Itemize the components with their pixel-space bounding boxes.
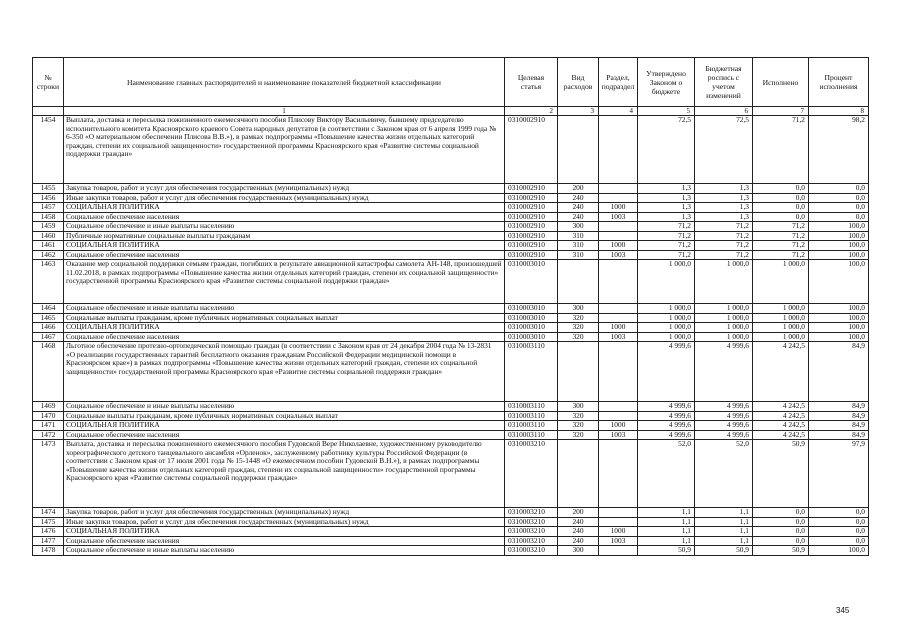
table-row (33, 193, 869, 203)
row-budget-list: 1 000,0 (695, 260, 753, 304)
table-row (33, 421, 869, 431)
table-row (33, 332, 869, 342)
row-executed: 0,0 (753, 184, 809, 194)
row-expense-type: 240 (558, 212, 599, 222)
row-name: Социальное обеспечение и иные выплаты населению (64, 402, 505, 412)
row-expense-type (558, 260, 599, 304)
row-percent: 0,0 (809, 527, 869, 537)
row-section (599, 231, 638, 241)
table-row (33, 231, 869, 241)
row-number: 1459 (33, 222, 64, 232)
row-budget-list: 1 000,0 (695, 313, 753, 323)
table-row (33, 323, 869, 333)
row-number: 1463 (33, 260, 64, 304)
row-percent: 84,9 (809, 411, 869, 421)
row-number: 1466 (33, 323, 64, 333)
row-name: Иные закупки товаров, работ и услуг для обеспечения государственных (муниципальных) нужд (64, 193, 505, 203)
row-percent: 0,0 (809, 212, 869, 222)
row-expense-type: 310 (558, 231, 599, 241)
column-number: 7 (753, 107, 809, 116)
row-number: 1470 (33, 411, 64, 421)
row-expense-type: 300 (558, 304, 599, 314)
row-budget-list: 1 000,0 (695, 332, 753, 342)
row-number: 1465 (33, 313, 64, 323)
row-executed: 0,0 (753, 508, 809, 518)
table-row (33, 116, 869, 184)
row-percent: 100,0 (809, 546, 869, 556)
row-number: 1457 (33, 203, 64, 213)
row-section: 1003 (599, 250, 638, 260)
row-section: 1000 (599, 323, 638, 333)
row-budget-list: 71,2 (695, 222, 753, 232)
row-number: 1478 (33, 546, 64, 556)
row-name: Льготное обеспечение протезно-ортопедической помощью граждан (в соответствии с Законом края от 24 декабря 2004 года № 13-2831 «О реализации государственных гарантий бесплатного оказания гражданам Российской Федерации медицинской помощи в Красноярском крае») в рамках подпрограммы «Повышение качества жизни отдельных категорий граждан, степени их социальной защищенности» государственной программы Красноярского края «Развитие системы социальной поддержки граждан» (64, 342, 505, 402)
table-row (33, 440, 869, 508)
row-percent: 0,0 (809, 193, 869, 203)
row-section (599, 184, 638, 194)
row-budget-list: 1,3 (695, 203, 753, 213)
row-executed: 0,0 (753, 203, 809, 213)
row-approved: 50,9 (638, 546, 695, 556)
budget-report-page (32, 57, 868, 556)
row-approved: 4 999,6 (638, 430, 695, 440)
row-section: 1003 (599, 430, 638, 440)
row-section: 1003 (599, 332, 638, 342)
row-number: 1458 (33, 212, 64, 222)
row-number: 1477 (33, 536, 64, 546)
header-target-article: Целевая статья (505, 58, 558, 107)
row-name: СОЦИАЛЬНАЯ ПОЛИТИКА (64, 241, 505, 251)
row-executed: 0,0 (753, 536, 809, 546)
row-number: 1454 (33, 116, 64, 184)
column-number (33, 107, 64, 116)
row-approved: 71,2 (638, 231, 695, 241)
row-approved: 1,3 (638, 184, 695, 194)
row-target-article: 0310003110 (505, 402, 558, 412)
header-budget-list: Бюджетная роспись с учетом изменений (695, 58, 753, 107)
table-row (33, 304, 869, 314)
row-budget-list: 1 000,0 (695, 323, 753, 333)
row-executed: 71,2 (753, 250, 809, 260)
row-approved: 1,1 (638, 527, 695, 537)
row-target-article: 0310002910 (505, 203, 558, 213)
row-name: Социальное обеспечение населения (64, 536, 505, 546)
row-expense-type: 320 (558, 332, 599, 342)
row-target-article: 0310003210 (505, 517, 558, 527)
row-executed: 0,0 (753, 527, 809, 537)
row-name: Социальное обеспечение и иные выплаты населению (64, 304, 505, 314)
row-budget-list: 50,9 (695, 546, 753, 556)
row-percent: 0,0 (809, 184, 869, 194)
row-budget-list: 1,3 (695, 184, 753, 194)
table-row (33, 411, 869, 421)
row-expense-type: 240 (558, 203, 599, 213)
row-expense-type: 320 (558, 421, 599, 431)
row-approved: 71,2 (638, 250, 695, 260)
row-name: Иные закупки товаров, работ и услуг для обеспечения государственных (муниципальных) нужд (64, 517, 505, 527)
row-section (599, 402, 638, 412)
row-approved: 52,0 (638, 440, 695, 508)
row-expense-type (558, 116, 599, 184)
row-percent: 84,9 (809, 342, 869, 402)
row-name: Оказание мер социальной поддержки семьям граждан, погибших в результате авиационной катастрофы самолета АН-148, произошедшей 11.02.2018, в рамках подпрограммы «Повышение качества жизни отдельных категорий граждан, степени их социальной защищенности» государственной программы Красноярского края «Развитие системы социальной поддержки граждан» (64, 260, 505, 304)
row-number: 1473 (33, 440, 64, 508)
row-section: 1000 (599, 421, 638, 431)
row-percent: 100,0 (809, 332, 869, 342)
row-expense-type: 240 (558, 193, 599, 203)
row-executed: 4 242,5 (753, 342, 809, 402)
row-name: Выплата, доставка и пересылка пожизненного ежемесячного пособия Гудовской Вере Николаевне, художественному руководителю хореографического детского танцевального ансамбля «Орленок», заслуженному работнику культуры Российской Федерации (в соответствии с Законом края от 17 июля 2001 года № 15-1448 «О ежемесячном пособии Гудовской В.Н.»), в рамках подпрограммы «Повышение качества жизни отдельных категорий граждан, степени их социальной защищенности» государственной программы Красноярского края «Развитие системы социальной поддержки граждан» (64, 440, 505, 508)
row-target-article: 0310003210 (505, 508, 558, 518)
column-number: 5 (638, 107, 695, 116)
row-percent: 100,0 (809, 260, 869, 304)
row-executed: 1 000,0 (753, 332, 809, 342)
table-row (33, 184, 869, 194)
column-number: 3 (558, 107, 599, 116)
column-number-row (33, 107, 869, 116)
row-approved: 4 999,6 (638, 411, 695, 421)
row-number: 1472 (33, 430, 64, 440)
row-section (599, 508, 638, 518)
row-number: 1456 (33, 193, 64, 203)
row-section (599, 517, 638, 527)
row-approved: 4 999,6 (638, 421, 695, 431)
row-executed: 4 242,5 (753, 402, 809, 412)
table-row (33, 517, 869, 527)
row-expense-type: 320 (558, 313, 599, 323)
row-expense-type (558, 440, 599, 508)
row-percent: 0,0 (809, 508, 869, 518)
row-number: 1468 (33, 342, 64, 402)
row-percent: 84,9 (809, 421, 869, 431)
row-percent: 100,0 (809, 250, 869, 260)
row-executed: 1 000,0 (753, 304, 809, 314)
row-percent: 84,9 (809, 402, 869, 412)
row-approved: 1 000,0 (638, 332, 695, 342)
row-executed: 1 000,0 (753, 323, 809, 333)
row-target-article: 0310003110 (505, 411, 558, 421)
row-executed: 71,2 (753, 231, 809, 241)
row-name: СОЦИАЛЬНАЯ ПОЛИТИКА (64, 323, 505, 333)
row-number: 1474 (33, 508, 64, 518)
table-row (33, 250, 869, 260)
header-expense-type: Вид расходов (558, 58, 599, 107)
row-section (599, 411, 638, 421)
row-executed: 50,9 (753, 546, 809, 556)
row-section (599, 440, 638, 508)
header-section: Раздел, подраздел (599, 58, 638, 107)
row-expense-type: 320 (558, 323, 599, 333)
row-budget-list: 71,2 (695, 231, 753, 241)
row-expense-type: 240 (558, 527, 599, 537)
row-number: 1469 (33, 402, 64, 412)
row-budget-list: 72,5 (695, 116, 753, 184)
row-percent: 100,0 (809, 222, 869, 232)
row-target-article: 0310002910 (505, 231, 558, 241)
row-percent: 98,2 (809, 116, 869, 184)
row-percent: 0,0 (809, 517, 869, 527)
row-target-article: 0310002910 (505, 222, 558, 232)
row-name: СОЦИАЛЬНАЯ ПОЛИТИКА (64, 421, 505, 431)
row-section: 1003 (599, 536, 638, 546)
row-number: 1461 (33, 241, 64, 251)
row-approved: 71,2 (638, 241, 695, 251)
row-budget-list: 1,1 (695, 536, 753, 546)
row-name: Социальное обеспечение населения (64, 212, 505, 222)
row-approved: 1 000,0 (638, 313, 695, 323)
row-name: Социальное обеспечение и иные выплаты населению (64, 546, 505, 556)
row-name: Социальные выплаты гражданам, кроме публичных нормативных социальных выплат (64, 313, 505, 323)
row-approved: 1,3 (638, 193, 695, 203)
row-section (599, 342, 638, 402)
row-budget-list: 71,2 (695, 241, 753, 251)
row-expense-type (558, 342, 599, 402)
row-name: Социальные выплаты гражданам, кроме публичных нормативных социальных выплат (64, 411, 505, 421)
row-approved: 1 000,0 (638, 304, 695, 314)
row-budget-list: 4 999,6 (695, 421, 753, 431)
row-executed: 4 242,5 (753, 421, 809, 431)
row-budget-list: 4 999,6 (695, 342, 753, 402)
row-percent: 100,0 (809, 323, 869, 333)
table-row (33, 203, 869, 213)
row-name: Публичные нормативные социальные выплаты гражданам (64, 231, 505, 241)
row-approved: 1,1 (638, 508, 695, 518)
row-percent: 100,0 (809, 231, 869, 241)
row-executed: 71,2 (753, 241, 809, 251)
row-section: 1000 (599, 203, 638, 213)
row-number: 1471 (33, 421, 64, 431)
column-number: 2 (505, 107, 558, 116)
row-expense-type: 310 (558, 241, 599, 251)
row-executed: 1 000,0 (753, 260, 809, 304)
table-row (33, 260, 869, 304)
row-budget-list: 1,3 (695, 193, 753, 203)
row-percent: 0,0 (809, 203, 869, 213)
header-row-number: № строки (33, 58, 64, 107)
row-number: 1460 (33, 231, 64, 241)
header-percent: Процент исполнения (809, 58, 869, 107)
row-target-article: 0310003210 (505, 527, 558, 537)
row-approved: 1 000,0 (638, 260, 695, 304)
row-number: 1467 (33, 332, 64, 342)
row-expense-type: 300 (558, 222, 599, 232)
column-number: 8 (809, 107, 869, 116)
row-percent: 84,9 (809, 430, 869, 440)
row-section (599, 260, 638, 304)
row-number: 1475 (33, 517, 64, 527)
row-target-article: 0310002910 (505, 184, 558, 194)
row-approved: 4 999,6 (638, 342, 695, 402)
row-approved: 1,1 (638, 517, 695, 527)
row-expense-type: 320 (558, 430, 599, 440)
page-number: 345 (836, 606, 850, 615)
row-target-article: 0310003010 (505, 332, 558, 342)
row-number: 1462 (33, 250, 64, 260)
row-section: 1003 (599, 212, 638, 222)
row-name: Закупка товаров, работ и услуг для обеспечения государственных (муниципальных) нужд (64, 184, 505, 194)
row-section (599, 546, 638, 556)
table-row (33, 313, 869, 323)
table-row (33, 508, 869, 518)
row-expense-type: 320 (558, 411, 599, 421)
row-expense-type: 240 (558, 536, 599, 546)
row-percent: 100,0 (809, 241, 869, 251)
row-target-article: 0310003110 (505, 421, 558, 431)
row-name: Социальное обеспечение населения (64, 250, 505, 260)
row-name: Социальное обеспечение и иные выплаты населению (64, 222, 505, 232)
row-approved: 4 999,6 (638, 402, 695, 412)
row-target-article: 0310002910 (505, 116, 558, 184)
header-executed: Исполнено (753, 58, 809, 107)
header-approved: Утверждено Законом о бюджете (638, 58, 695, 107)
table-body (33, 116, 869, 556)
row-budget-list: 71,2 (695, 250, 753, 260)
row-executed: 0,0 (753, 517, 809, 527)
table-row (33, 222, 869, 232)
row-section (599, 313, 638, 323)
row-percent: 100,0 (809, 304, 869, 314)
row-expense-type: 300 (558, 402, 599, 412)
row-section (599, 222, 638, 232)
row-section: 1000 (599, 241, 638, 251)
row-approved: 1 000,0 (638, 323, 695, 333)
row-name: СОЦИАЛЬНАЯ ПОЛИТИКА (64, 527, 505, 537)
table-row (33, 241, 869, 251)
row-target-article: 0310002910 (505, 250, 558, 260)
row-executed: 4 242,5 (753, 411, 809, 421)
row-budget-list: 52,0 (695, 440, 753, 508)
row-name: Выплата, доставка и пересылка пожизненного ежемесячного пособия Плисову Виктору Васильевичу, бывшему председателю исполнительного комитета Красноярского краевого Совета народных депутатов (в соответствии с Законом края от 6 апреля 1999 года № 6-350 «О материальном обеспечении Плисова В.В.»), в рамках подпрограммы «Повышение качества жизни отдельных категорий граждан, степени их социальной защищенности» государственной программы Красноярского края «Развитие системы социальной поддержки граждан» (64, 116, 505, 184)
row-target-article: 0310003010 (505, 260, 558, 304)
row-name: Социальное обеспечение населения (64, 332, 505, 342)
row-approved: 1,1 (638, 536, 695, 546)
table-row (33, 430, 869, 440)
row-budget-list: 1,1 (695, 508, 753, 518)
row-number: 1455 (33, 184, 64, 194)
table-row (33, 536, 869, 546)
row-budget-list: 4 999,6 (695, 402, 753, 412)
row-expense-type: 240 (558, 517, 599, 527)
row-name: СОЦИАЛЬНАЯ ПОЛИТИКА (64, 203, 505, 213)
row-executed: 4 242,5 (753, 430, 809, 440)
budget-execution-table (32, 57, 869, 556)
header-row (33, 58, 869, 107)
table-row (33, 546, 869, 556)
table-row (33, 342, 869, 402)
row-section: 1000 (599, 527, 638, 537)
row-target-article: 0310002910 (505, 241, 558, 251)
row-expense-type: 310 (558, 250, 599, 260)
row-section (599, 193, 638, 203)
row-target-article: 0310003210 (505, 440, 558, 508)
row-budget-list: 1,1 (695, 517, 753, 527)
row-approved: 72,5 (638, 116, 695, 184)
header-name: Наименование главных распорядителей и наименование показателей бюджетной классификации (64, 58, 505, 107)
column-number: 6 (695, 107, 753, 116)
row-target-article: 0310003010 (505, 313, 558, 323)
row-executed: 1 000,0 (753, 313, 809, 323)
row-budget-list: 1 000,0 (695, 304, 753, 314)
row-name: Социальное обеспечение населения (64, 430, 505, 440)
row-number: 1476 (33, 527, 64, 537)
row-executed: 0,0 (753, 193, 809, 203)
table-row (33, 212, 869, 222)
row-target-article: 0310003210 (505, 536, 558, 546)
row-target-article: 0310003010 (505, 304, 558, 314)
row-name: Закупка товаров, работ и услуг для обеспечения государственных (муниципальных) нужд (64, 508, 505, 518)
row-budget-list: 1,1 (695, 527, 753, 537)
row-approved: 1,3 (638, 203, 695, 213)
row-expense-type: 300 (558, 546, 599, 556)
column-number: 1 (64, 107, 505, 116)
row-approved: 1,3 (638, 212, 695, 222)
row-expense-type: 200 (558, 508, 599, 518)
row-percent: 100,0 (809, 313, 869, 323)
row-target-article: 0310003210 (505, 546, 558, 556)
table-row (33, 527, 869, 537)
row-executed: 71,2 (753, 116, 809, 184)
table-row (33, 402, 869, 412)
row-target-article: 0310003010 (505, 323, 558, 333)
row-executed: 71,2 (753, 222, 809, 232)
row-budget-list: 4 999,6 (695, 411, 753, 421)
row-executed: 50,9 (753, 440, 809, 508)
column-number: 4 (599, 107, 638, 116)
row-target-article: 0310003110 (505, 342, 558, 402)
row-number: 1464 (33, 304, 64, 314)
row-section (599, 116, 638, 184)
row-percent: 0,0 (809, 536, 869, 546)
row-percent: 97,9 (809, 440, 869, 508)
row-budget-list: 4 999,6 (695, 430, 753, 440)
row-section (599, 304, 638, 314)
row-target-article: 0310003110 (505, 430, 558, 440)
row-executed: 0,0 (753, 212, 809, 222)
row-target-article: 0310002910 (505, 193, 558, 203)
row-budget-list: 1,3 (695, 212, 753, 222)
row-expense-type: 200 (558, 184, 599, 194)
row-approved: 71,2 (638, 222, 695, 232)
row-target-article: 0310002910 (505, 212, 558, 222)
